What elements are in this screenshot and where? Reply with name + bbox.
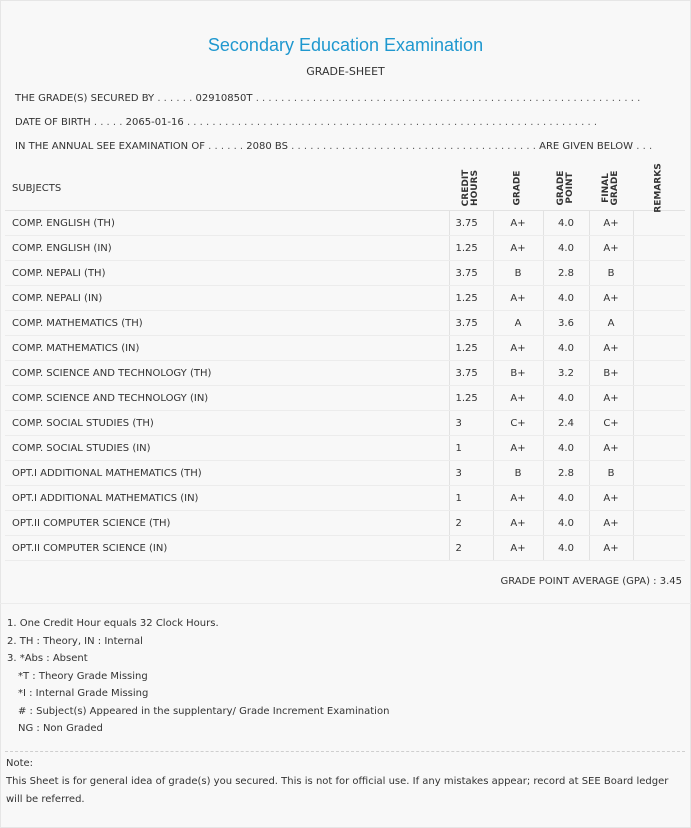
grade-cell: A+ [493,211,543,236]
credit-hours-cell: 3.75 [449,211,493,236]
final-grade-cell: A+ [589,211,633,236]
grade-cell: B [493,461,543,486]
remarks-cell [633,511,685,536]
final-grade-cell: A [589,311,633,336]
grade-cell: A+ [493,286,543,311]
final-grade-cell: A+ [589,286,633,311]
final-grade-cell: A+ [589,336,633,361]
subject-cell: OPT.I ADDITIONAL MATHEMATICS (TH) [5,461,449,486]
table-row [5,511,685,536]
gpa-summary [500,576,682,587]
remarks-cell [633,411,685,436]
subject-cell: COMP. SCIENCE AND TECHNOLOGY (IN) [5,386,449,411]
credit-hours-cell: 1.25 [449,236,493,261]
header-grade-point [543,166,589,211]
subject-cell: OPT.I ADDITIONAL MATHEMATICS (IN) [5,486,449,511]
grade-point-cell: 4.0 [543,386,589,411]
grade-cell: A [493,311,543,336]
table-row [5,211,685,236]
header-remarks-label: REMARKS [653,163,664,213]
grade-cell: A+ [493,386,543,411]
dob-value: 2065-01-16 [125,117,184,128]
subject-cell: COMP. SCIENCE AND TECHNOLOGY (TH) [5,361,449,386]
remarks-cell [633,486,685,511]
remarks-cell [633,361,685,386]
final-grade-cell: A+ [589,511,633,536]
table-row [5,486,685,511]
table-row [5,436,685,461]
final-grade-cell: A+ [589,236,633,261]
grades-table [5,163,685,561]
grade-cell: A+ [493,236,543,261]
info-dob [15,117,597,128]
note-item: NG : Non Graded [18,723,103,734]
grade-point-cell: 4.0 [543,286,589,311]
header-credit-hours-label: CREDIT HOURS [461,169,480,207]
final-grade-cell: A+ [589,436,633,461]
final-grade-cell: A+ [589,486,633,511]
subject-cell: COMP. MATHEMATICS (IN) [5,336,449,361]
final-grade-cell: B [589,261,633,286]
grade-cell: A+ [493,536,543,561]
subject-cell: COMP. MATHEMATICS (TH) [5,311,449,336]
table-row [5,261,685,286]
grade-cell: C+ [493,411,543,436]
subject-cell: COMP. ENGLISH (TH) [5,211,449,236]
gpa-value: 3.45 [659,576,682,587]
remarks-cell [633,536,685,561]
grade-point-cell: 3.2 [543,361,589,386]
page-title: Secondary Education Examination [207,35,484,55]
credit-hours-cell: 2 [449,511,493,536]
subject-cell: COMP. ENGLISH (IN) [5,236,449,261]
grade-cell: A+ [493,436,543,461]
secured-by-value: 02910850T [195,93,253,104]
credit-hours-cell: 3.75 [449,311,493,336]
credit-hours-cell: 1.25 [449,386,493,411]
note-item: 2. TH : Theory, IN : Internal [7,635,143,647]
header-final-grade [589,166,633,211]
grade-point-cell: 4.0 [543,511,589,536]
grade-point-cell: 4.0 [543,336,589,361]
header-grade-point-label: GRADE POINT [556,170,575,206]
credit-hours-cell: 1 [449,486,493,511]
credit-hours-cell: 1.25 [449,286,493,311]
grade-cell: B [493,261,543,286]
table-row [5,536,685,561]
grade-point-cell: 2.4 [543,411,589,436]
table-row [5,411,685,436]
remarks-cell [633,461,685,486]
dots-leader: . . . . . . . . . . . . . . . . . . . . . . . . . . . . . . . . . . . . . . . . . . . . . . . . . . . . . . . . . . . . . [255,93,641,104]
gpa-label: GRADE POINT AVERAGE (GPA) : [500,576,657,587]
final-grade-cell: A+ [589,386,633,411]
dob-label: DATE OF BIRTH [15,117,91,128]
dots-leader: . . . . . . [208,141,247,152]
grade-cell: B+ [493,361,543,386]
grade-point-cell: 4.0 [543,236,589,261]
note-item: 1. One Credit Hour equals 32 Clock Hours. [7,618,219,629]
table-row [5,461,685,486]
dots-leader: . . . . . . . . . . . . . . . . . . . . . . . . . . . . . . . . . . . . . . . . . . . . . . . . . . . . . . . . . . . . . . . . . [186,117,598,128]
final-grade-cell: A+ [589,536,633,561]
subject-cell: COMP. NEPALI (TH) [5,261,449,286]
exam-suffix: ARE GIVEN BELOW [539,141,634,152]
table-row [5,236,685,261]
divider [0,603,691,604]
table-row [5,336,685,361]
subject-cell: OPT.II COMPUTER SCIENCE (TH) [5,511,449,536]
header-grade-label: GRADE [512,170,523,206]
grade-cell: A+ [493,511,543,536]
note-item: # : Subject(s) Appeared in the supplentary/ Grade Increment Examination [18,705,390,717]
notes-list [7,615,389,738]
note-item: 3. *Abs : Absent [7,653,88,664]
credit-hours-cell: 3 [449,411,493,436]
page-subtitle: GRADE-SHEET [306,65,385,78]
table-row [5,311,685,336]
grade-point-cell: 4.0 [543,436,589,461]
dashed-divider [5,751,685,752]
credit-hours-cell: 2 [449,536,493,561]
table-row [5,286,685,311]
subject-cell: COMP. SOCIAL STUDIES (IN) [5,436,449,461]
dots-leader: . . . . . . . . . . . . . . . . . . . . . . . . . . . . . . . . . . . . . . . [291,141,540,152]
table-row [5,386,685,411]
final-grade-cell: B+ [589,361,633,386]
table-header-row [5,166,685,211]
remarks-cell [633,211,685,236]
remarks-cell [633,236,685,261]
footer-note [6,755,686,809]
header-grade [493,166,543,211]
subject-cell: COMP. SOCIAL STUDIES (TH) [5,411,449,436]
subject-cell: OPT.II COMPUTER SCIENCE (IN) [5,536,449,561]
remarks-cell [633,436,685,461]
dots-leader: . . . . . . [157,93,196,104]
grade-point-cell: 4.0 [543,211,589,236]
grade-point-cell: 4.0 [543,486,589,511]
final-grade-cell: B [589,461,633,486]
credit-hours-cell: 3.75 [449,361,493,386]
header-final-grade-label: FINAL GRADE [601,170,620,206]
header-credit-hours [449,166,493,211]
credit-hours-cell: 1 [449,436,493,461]
remarks-cell [633,261,685,286]
credit-hours-cell: 1.25 [449,336,493,361]
remarks-cell [633,311,685,336]
note-item: *T : Theory Grade Missing [18,670,148,682]
credit-hours-cell: 3 [449,461,493,486]
dots-leader: . . . . . [93,117,126,128]
grade-cell: A+ [493,336,543,361]
info-exam [15,141,652,152]
grade-point-cell: 2.8 [543,261,589,286]
grade-cell: A+ [493,486,543,511]
header-remarks [633,163,685,213]
subject-cell: COMP. NEPALI (IN) [5,286,449,311]
footer-note-text: This Sheet is for general idea of grade(s) you secured. This is not for official use. If any mistakes appear; record at SEE Board ledger will be referred. [6,776,669,805]
note-item: *I : Internal Grade Missing [18,688,149,699]
info-secured-by [15,93,640,104]
remarks-cell [633,336,685,361]
grade-point-cell: 3.6 [543,311,589,336]
exam-label: IN THE ANNUAL SEE EXAMINATION OF [15,141,205,152]
grade-point-cell: 2.8 [543,461,589,486]
table-row [5,361,685,386]
secured-by-label: THE GRADE(S) SECURED BY [15,93,155,104]
remarks-cell [633,286,685,311]
remarks-cell [633,386,685,411]
header-subjects: SUBJECTS [5,166,449,211]
exam-value: 2080 BS [246,141,288,152]
credit-hours-cell: 3.75 [449,261,493,286]
dots-leader: . . . [636,141,653,152]
footer-note-label: Note: [6,758,34,769]
grade-point-cell: 4.0 [543,536,589,561]
final-grade-cell: C+ [589,411,633,436]
